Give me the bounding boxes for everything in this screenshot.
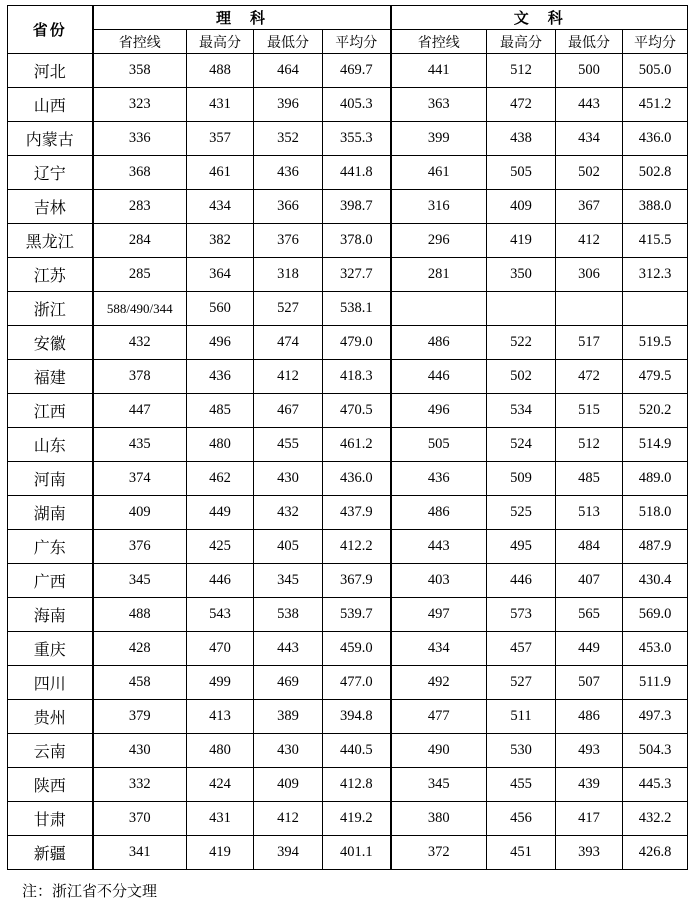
art-value-cell: 451.2 [623, 88, 688, 122]
sci-value-cell: 560 [187, 292, 254, 326]
art-value-cell: 525 [487, 496, 556, 530]
art-value-cell: 505 [487, 156, 556, 190]
sci-value-cell: 412.2 [323, 530, 391, 564]
sci-value-cell: 345 [254, 564, 323, 598]
art-value-cell: 393 [556, 836, 623, 870]
art-value-cell: 486 [391, 496, 487, 530]
table-row [8, 326, 688, 360]
art-value-cell: 412 [556, 224, 623, 258]
province-cell: 浙江 [8, 292, 93, 326]
art-value-cell: 486 [556, 700, 623, 734]
art-control-line-header: 省控线 [391, 30, 487, 54]
art-value-cell: 517 [556, 326, 623, 360]
table-row [8, 54, 688, 88]
sci-value-cell: 376 [254, 224, 323, 258]
art-value-cell: 569.0 [623, 598, 688, 632]
sci-value-cell: 447 [93, 394, 187, 428]
art-value-cell: 443 [391, 530, 487, 564]
sci-value-cell: 446 [187, 564, 254, 598]
sci-value-cell: 419 [187, 836, 254, 870]
sci-value-cell: 323 [93, 88, 187, 122]
table-body [8, 54, 688, 870]
province-cell: 重庆 [8, 632, 93, 666]
province-cell: 湖南 [8, 496, 93, 530]
art-value-cell: 461 [391, 156, 487, 190]
sci-value-cell: 488 [93, 598, 187, 632]
sci-value-cell: 379 [93, 700, 187, 734]
art-value-cell: 505 [391, 428, 487, 462]
art-value-cell: 472 [487, 88, 556, 122]
art-value-cell: 512 [556, 428, 623, 462]
province-cell: 福建 [8, 360, 93, 394]
art-value-cell: 493 [556, 734, 623, 768]
art-value-cell: 509 [487, 462, 556, 496]
sci-value-cell: 389 [254, 700, 323, 734]
table-row [8, 632, 688, 666]
art-value-cell: 436 [391, 462, 487, 496]
sci-value-cell: 283 [93, 190, 187, 224]
province-cell: 山西 [8, 88, 93, 122]
sci-value-cell: 355.3 [323, 122, 391, 156]
table-row [8, 462, 688, 496]
art-value-cell [391, 292, 487, 326]
art-value-cell: 316 [391, 190, 487, 224]
sci-value-cell: 419.2 [323, 802, 391, 836]
sci-value-cell: 405.3 [323, 88, 391, 122]
footnote: 注：浙江省不分文理 [22, 882, 158, 900]
art-value-cell: 502 [487, 360, 556, 394]
art-value-cell: 403 [391, 564, 487, 598]
art-value-cell: 504.3 [623, 734, 688, 768]
art-value-cell: 522 [487, 326, 556, 360]
arts-group-header: 文 科 [391, 6, 688, 30]
art-value-cell: 409 [487, 190, 556, 224]
sci-value-cell: 462 [187, 462, 254, 496]
art-value-cell: 417 [556, 802, 623, 836]
table-row [8, 700, 688, 734]
sci-value-cell: 352 [254, 122, 323, 156]
province-cell: 河南 [8, 462, 93, 496]
art-value-cell: 472 [556, 360, 623, 394]
table-row [8, 190, 688, 224]
art-value-cell: 430.4 [623, 564, 688, 598]
sci-value-cell: 464 [254, 54, 323, 88]
table-row [8, 734, 688, 768]
art-value-cell: 511 [487, 700, 556, 734]
province-cell: 内蒙古 [8, 122, 93, 156]
art-value-cell: 514.9 [623, 428, 688, 462]
sci-value-cell: 437.9 [323, 496, 391, 530]
table-row [8, 122, 688, 156]
sci-value-cell: 469.7 [323, 54, 391, 88]
art-value-cell: 296 [391, 224, 487, 258]
art-value-cell: 497.3 [623, 700, 688, 734]
art-value-cell: 434 [556, 122, 623, 156]
province-cell: 河北 [8, 54, 93, 88]
art-value-cell: 479.5 [623, 360, 688, 394]
sci-value-cell: 441.8 [323, 156, 391, 190]
art-value-cell: 446 [391, 360, 487, 394]
province-cell: 江苏 [8, 258, 93, 292]
sci-value-cell: 435 [93, 428, 187, 462]
sci-value-cell: 436 [254, 156, 323, 190]
art-value-cell: 500 [556, 54, 623, 88]
sci-value-cell: 588/490/344 [93, 292, 187, 326]
art-value-cell: 363 [391, 88, 487, 122]
table-row [8, 88, 688, 122]
province-cell: 广西 [8, 564, 93, 598]
art-value-cell: 486 [391, 326, 487, 360]
art-value-cell: 485 [556, 462, 623, 496]
art-value-cell: 496 [391, 394, 487, 428]
sci-value-cell: 412.8 [323, 768, 391, 802]
sci-value-cell: 345 [93, 564, 187, 598]
art-value-cell: 505.0 [623, 54, 688, 88]
table-row [8, 292, 688, 326]
sci-value-cell: 413 [187, 700, 254, 734]
sci-value-cell: 436.0 [323, 462, 391, 496]
art-value-cell: 306 [556, 258, 623, 292]
art-value-cell: 515 [556, 394, 623, 428]
table-row [8, 802, 688, 836]
art-value-cell: 530 [487, 734, 556, 768]
art-value-cell: 455 [487, 768, 556, 802]
sci-value-cell: 284 [93, 224, 187, 258]
art-value-cell: 573 [487, 598, 556, 632]
sci-value-cell: 469 [254, 666, 323, 700]
sci-value-cell: 455 [254, 428, 323, 462]
art-avg-header: 平均分 [623, 30, 688, 54]
table-row [8, 836, 688, 870]
province-cell: 广东 [8, 530, 93, 564]
art-value-cell: 426.8 [623, 836, 688, 870]
table-row [8, 598, 688, 632]
art-value-cell: 419 [487, 224, 556, 258]
sci-value-cell: 436 [187, 360, 254, 394]
sci-value-cell: 425 [187, 530, 254, 564]
art-value-cell: 446 [487, 564, 556, 598]
sci-value-cell: 398.7 [323, 190, 391, 224]
art-value-cell: 507 [556, 666, 623, 700]
sci-max-header: 最高分 [187, 30, 254, 54]
sci-min-header: 最低分 [254, 30, 323, 54]
sci-value-cell: 527 [254, 292, 323, 326]
province-cell: 辽宁 [8, 156, 93, 190]
sci-value-cell: 477.0 [323, 666, 391, 700]
province-header: 省份 [8, 6, 93, 54]
province-cell: 山东 [8, 428, 93, 462]
sci-avg-header: 平均分 [323, 30, 391, 54]
sci-value-cell: 357 [187, 122, 254, 156]
art-value-cell: 453.0 [623, 632, 688, 666]
sci-value-cell: 418.3 [323, 360, 391, 394]
art-value-cell: 518.0 [623, 496, 688, 530]
sci-value-cell: 376 [93, 530, 187, 564]
province-cell: 新疆 [8, 836, 93, 870]
table-row [8, 156, 688, 190]
art-value-cell: 497 [391, 598, 487, 632]
admission-scores-table [7, 5, 688, 870]
art-value-cell: 441 [391, 54, 487, 88]
table-row [8, 394, 688, 428]
sci-value-cell: 285 [93, 258, 187, 292]
art-value-cell: 513 [556, 496, 623, 530]
art-value-cell: 524 [487, 428, 556, 462]
sci-value-cell: 461.2 [323, 428, 391, 462]
art-value-cell: 388.0 [623, 190, 688, 224]
sci-value-cell: 480 [187, 428, 254, 462]
art-value-cell: 519.5 [623, 326, 688, 360]
province-cell: 吉林 [8, 190, 93, 224]
sci-value-cell: 367.9 [323, 564, 391, 598]
art-value-cell: 438 [487, 122, 556, 156]
art-value-cell: 380 [391, 802, 487, 836]
sci-value-cell: 485 [187, 394, 254, 428]
art-value-cell [623, 292, 688, 326]
sci-value-cell: 318 [254, 258, 323, 292]
art-value-cell: 502 [556, 156, 623, 190]
art-value-cell: 415.5 [623, 224, 688, 258]
sci-value-cell: 401.1 [323, 836, 391, 870]
table-row [8, 530, 688, 564]
art-value-cell: 345 [391, 768, 487, 802]
table-row [8, 666, 688, 700]
art-min-header: 最低分 [556, 30, 623, 54]
sci-value-cell: 449 [187, 496, 254, 530]
art-value-cell: 565 [556, 598, 623, 632]
sci-value-cell: 370 [93, 802, 187, 836]
sci-value-cell: 327.7 [323, 258, 391, 292]
art-value-cell: 445.3 [623, 768, 688, 802]
table-row [8, 258, 688, 292]
sci-value-cell: 499 [187, 666, 254, 700]
sci-control-line-header: 省控线 [93, 30, 187, 54]
art-value-cell: 487.9 [623, 530, 688, 564]
sci-value-cell: 461 [187, 156, 254, 190]
sci-value-cell: 378.0 [323, 224, 391, 258]
sci-value-cell: 467 [254, 394, 323, 428]
table-row [8, 564, 688, 598]
sci-value-cell: 434 [187, 190, 254, 224]
column-header-row [8, 30, 688, 54]
sci-value-cell: 480 [187, 734, 254, 768]
art-value-cell: 512 [487, 54, 556, 88]
sci-value-cell: 488 [187, 54, 254, 88]
sci-value-cell: 543 [187, 598, 254, 632]
sci-value-cell: 394.8 [323, 700, 391, 734]
province-cell: 安徽 [8, 326, 93, 360]
sci-value-cell: 431 [187, 802, 254, 836]
sci-value-cell: 470.5 [323, 394, 391, 428]
art-value-cell: 502.8 [623, 156, 688, 190]
art-value-cell: 484 [556, 530, 623, 564]
sci-value-cell: 364 [187, 258, 254, 292]
art-value-cell: 456 [487, 802, 556, 836]
province-cell: 四川 [8, 666, 93, 700]
art-value-cell: 407 [556, 564, 623, 598]
sci-value-cell: 378 [93, 360, 187, 394]
table-row [8, 224, 688, 258]
sci-value-cell: 412 [254, 802, 323, 836]
sci-value-cell: 431 [187, 88, 254, 122]
table-row [8, 360, 688, 394]
art-value-cell: 281 [391, 258, 487, 292]
art-value-cell: 457 [487, 632, 556, 666]
sci-value-cell: 332 [93, 768, 187, 802]
art-value-cell [487, 292, 556, 326]
art-value-cell: 534 [487, 394, 556, 428]
sci-value-cell: 430 [254, 462, 323, 496]
sci-value-cell: 368 [93, 156, 187, 190]
province-cell: 甘肃 [8, 802, 93, 836]
sci-value-cell: 440.5 [323, 734, 391, 768]
art-value-cell: 495 [487, 530, 556, 564]
art-value-cell [556, 292, 623, 326]
sci-value-cell: 409 [93, 496, 187, 530]
art-value-cell: 449 [556, 632, 623, 666]
sci-value-cell: 479.0 [323, 326, 391, 360]
sci-value-cell: 409 [254, 768, 323, 802]
art-value-cell: 436.0 [623, 122, 688, 156]
sci-value-cell: 458 [93, 666, 187, 700]
province-cell: 陕西 [8, 768, 93, 802]
art-value-cell: 372 [391, 836, 487, 870]
province-cell: 黑龙江 [8, 224, 93, 258]
sci-value-cell: 358 [93, 54, 187, 88]
sci-value-cell: 432 [254, 496, 323, 530]
art-value-cell: 439 [556, 768, 623, 802]
sci-value-cell: 424 [187, 768, 254, 802]
sci-value-cell: 496 [187, 326, 254, 360]
sci-value-cell: 428 [93, 632, 187, 666]
art-value-cell: 451 [487, 836, 556, 870]
science-group-header: 理 科 [93, 6, 391, 30]
sci-value-cell: 341 [93, 836, 187, 870]
province-cell: 云南 [8, 734, 93, 768]
province-cell: 贵州 [8, 700, 93, 734]
sci-value-cell: 336 [93, 122, 187, 156]
sci-value-cell: 366 [254, 190, 323, 224]
sci-value-cell: 459.0 [323, 632, 391, 666]
art-value-cell: 511.9 [623, 666, 688, 700]
sci-value-cell: 394 [254, 836, 323, 870]
art-value-cell: 350 [487, 258, 556, 292]
art-value-cell: 490 [391, 734, 487, 768]
sci-value-cell: 443 [254, 632, 323, 666]
art-value-cell: 492 [391, 666, 487, 700]
sci-value-cell: 396 [254, 88, 323, 122]
table-row [8, 428, 688, 462]
art-value-cell: 520.2 [623, 394, 688, 428]
art-value-cell: 527 [487, 666, 556, 700]
art-value-cell: 432.2 [623, 802, 688, 836]
group-header-row [8, 6, 688, 30]
sci-value-cell: 470 [187, 632, 254, 666]
province-cell: 海南 [8, 598, 93, 632]
art-value-cell: 367 [556, 190, 623, 224]
sci-value-cell: 538.1 [323, 292, 391, 326]
art-value-cell: 489.0 [623, 462, 688, 496]
sci-value-cell: 374 [93, 462, 187, 496]
art-value-cell: 477 [391, 700, 487, 734]
sci-value-cell: 539.7 [323, 598, 391, 632]
art-value-cell: 434 [391, 632, 487, 666]
table-row [8, 496, 688, 530]
art-value-cell: 443 [556, 88, 623, 122]
sci-value-cell: 538 [254, 598, 323, 632]
sci-value-cell: 430 [254, 734, 323, 768]
province-cell: 江西 [8, 394, 93, 428]
table-row [8, 768, 688, 802]
sci-value-cell: 382 [187, 224, 254, 258]
sci-value-cell: 430 [93, 734, 187, 768]
sci-value-cell: 432 [93, 326, 187, 360]
art-value-cell: 399 [391, 122, 487, 156]
art-max-header: 最高分 [487, 30, 556, 54]
sci-value-cell: 405 [254, 530, 323, 564]
art-value-cell: 312.3 [623, 258, 688, 292]
sci-value-cell: 474 [254, 326, 323, 360]
sci-value-cell: 412 [254, 360, 323, 394]
